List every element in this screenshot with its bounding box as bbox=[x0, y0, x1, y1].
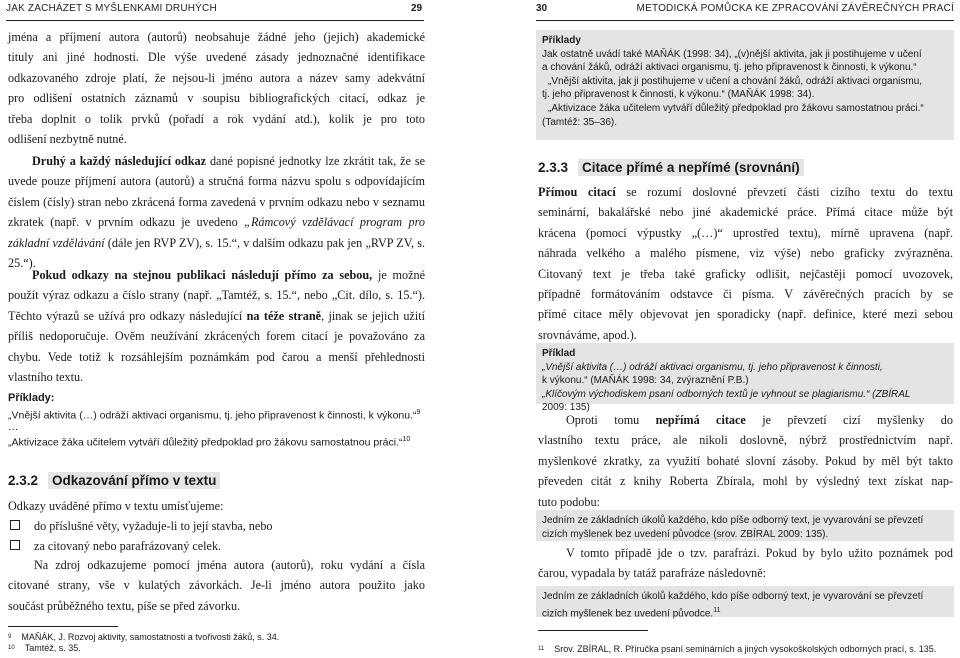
text-line: přímé citace měly objevovat jen sporadicky (např. definice, které mezi sebou bbox=[538, 307, 953, 322]
text-line: případně formátováním odstavce či písma. V závěrečných pracích by se bbox=[538, 287, 953, 302]
footnote-number: 10 bbox=[8, 645, 15, 651]
footnote-10 bbox=[8, 643, 81, 654]
text-line: tituly ani jiné hodnosti. Dle výše uvedené zásady jednoznačné identifikace bbox=[8, 50, 425, 65]
text-line bbox=[538, 410, 953, 430]
text-line: odkazovaného zdroje platí, že nejsou-li jméno autora a název samy adekvátní bbox=[8, 70, 425, 85]
text-run: dané popisné jednotky lze zkrátit tak, že se uvede pouze příjmení autora (autorů) a stručná forma názvu spolu s odpovídajícím číslem (čísly) stran nebo zkrácená forma zavedená v prvním odkazu nebo v seznamu zkratek (např. v prvním odkazu je uvedeno bbox=[8, 154, 426, 230]
box-line: „Aktivizace žáka učitelem vytváří důležitý předpoklad pro žákovu samostatnou práci.“ bbox=[548, 102, 924, 114]
box-title: Příklady bbox=[542, 35, 581, 46]
footnote-text: MAŇÁK, J. Rozvoj aktivity, samostatnosti a tvořivosti žáků, s. 34. bbox=[21, 632, 280, 642]
page-number-right: 30 bbox=[536, 3, 548, 14]
box-line: k výkonu.“ (MAŇÁK 1998: 34, zvýraznění P.B.) bbox=[542, 375, 749, 387]
example-quote-2 bbox=[8, 433, 410, 450]
text-line: tuto podobu: bbox=[538, 494, 600, 509]
box-line: „Vnější aktivita (…) odráží aktivaci organismu, tj. jeho připravenost k činnosti, bbox=[542, 361, 883, 373]
running-head-left: JAK ZACHÁZET S MYŠLENKAMI DRUHÝCH bbox=[6, 3, 217, 14]
footnote-rule bbox=[8, 626, 118, 627]
bold-phrase: Pokud odkazy na stejnou publikaci následují přímo za sebou, bbox=[32, 268, 373, 282]
text-line: čarou, vypadala by tatáž parafráze následovně: bbox=[538, 566, 767, 581]
paraphrase-box-2 bbox=[536, 586, 954, 617]
header-rule bbox=[6, 20, 424, 21]
paragraph-5 bbox=[8, 555, 425, 616]
ellipsis: … bbox=[8, 421, 19, 433]
heading-number: 2.3.3 bbox=[538, 160, 569, 175]
bullet-item bbox=[10, 536, 221, 556]
text-line bbox=[538, 182, 953, 202]
checkbox-bullet-icon bbox=[10, 520, 20, 530]
paragraph-3 bbox=[8, 265, 425, 387]
footnote-text: Tamtéž, s. 35. bbox=[24, 643, 81, 653]
footnote-11 bbox=[538, 644, 936, 655]
text-line: vlastního textu práce, ale nikoli doslovně, nýbrž prostřednictvím např. bbox=[538, 433, 953, 448]
text-run: je možné použít výraz odkazu a číslo strany (např. „Tamtéž, s. 15.“, nebo „Cit. dílo, s. 15.“). Těchto výrazů se užívá pro odkazy následující bbox=[8, 268, 425, 323]
footnote-rule bbox=[538, 630, 648, 631]
text-line: seminární, bakalářské nebo jiné akademické práce. Přímá citace může být bbox=[538, 205, 953, 220]
footnote-ref: 9 bbox=[416, 409, 421, 416]
running-head-right: METODICKÁ POMŮCKA KE ZPRACOVÁNÍ ZÁVĚREČNÝCH PRACÍ bbox=[636, 3, 954, 14]
paraphrase-box-1 bbox=[536, 510, 954, 541]
box-line: Jak ostatně uvádí také MAŇÁK (1998: 34), „(v)nější aktivita, jak ji postihujeme v učení bbox=[542, 48, 922, 60]
paragraph-4: Odkazy uváděné přímo v textu umísťujeme: bbox=[8, 499, 224, 513]
checkbox-bullet-icon bbox=[10, 540, 20, 550]
box-line: a chování žáků, odráží aktivaci organismu, tj. jeho připravenost k činnosti, k výkonu.“ bbox=[542, 62, 917, 74]
footnote-ref: 11 bbox=[713, 606, 721, 614]
box-line bbox=[542, 604, 948, 621]
bullet-text: do příslušné věty, vyžaduje-li to její stavba, nebo bbox=[34, 519, 273, 533]
text-line: součást průběžného textu, píše se před závorku. bbox=[8, 598, 241, 613]
box-line: (Tamtéž: 35–36). bbox=[542, 116, 618, 128]
footnote-text: Srov. ZBÍRAL, R. Příručka psaní seminárních a jiných vysokoškolských odborných prací, s. 135. bbox=[554, 644, 937, 654]
example-box-1 bbox=[536, 30, 954, 140]
box-line: tj. jeho připravenost k činnosti, k výkonu.“ (MAŇÁK 1998: 34). bbox=[542, 89, 815, 101]
text-run: je převzetí cizí myšlenky do bbox=[745, 413, 953, 427]
box-text: cizích myšlenek bez uvedení původce. bbox=[542, 607, 714, 619]
box-line: 2009: 135) bbox=[542, 402, 590, 414]
right-page bbox=[480, 0, 960, 658]
section-heading-2-3-3 bbox=[538, 160, 804, 175]
text-run: (dále jen RVP ZV), s. 15.“, v dalším odkazu pak jen „RVP ZV, s. 25.“). bbox=[8, 235, 426, 271]
example-text: „Vnější aktivita (…) odráží aktivaci organismu, tj. jeho připravenost k činnosti, k výkonu.“ bbox=[8, 409, 417, 422]
box-line: Jedním ze základních úkolů každého, kdo píše odborný text, je vyvarování se převzetí bbox=[542, 591, 924, 602]
heading-title: Citace přímé a nepřímé (srovnání) bbox=[578, 159, 804, 176]
text-line: V tomto případě jde o tzv. parafrázi. Pokud by bylo užito poznámek pod bbox=[566, 546, 953, 560]
text-line: pro odlišení ostatních záznamů v soupisu bibliografických citací, odkaz je bbox=[8, 91, 425, 106]
example-text: „Aktivizace žáka učitelem vytváří důležitý předpoklad pro žákovu samostatnou práci.“ bbox=[8, 436, 403, 449]
paragraph-paraphrase bbox=[538, 543, 953, 584]
text-line: krácena (pomocí výpustky „(…)“ uprostřed textu), mírně upravena (např. bbox=[538, 225, 953, 240]
italic-phrase: „Rámcový vzdělávací program pro základní vzdělávání bbox=[8, 215, 426, 250]
bullet-item bbox=[10, 516, 273, 536]
text-line: náhrada velkého a malého písmene, viz výše) nebo graficky zvýrazněna. bbox=[538, 246, 953, 261]
box-line: „Vnější aktivita, jak ji postihujeme v učení a chování žáků, odráží aktivaci organismu, bbox=[548, 75, 923, 87]
box-line: cizích myšlenek bez uvedení původce (srov. ZBÍRAL 2009: 135). bbox=[542, 528, 829, 540]
heading-title: Odkazování přímo v textu bbox=[48, 472, 220, 489]
text-line: Na zdroj odkazujeme pomocí jména autora (autorů), roku vydání a čísla bbox=[34, 558, 425, 572]
box-line: „Klíčovým východiskem psaní odborných textů je vyhnout se plagiarismu.“ (ZBÍRAL bbox=[542, 388, 911, 400]
text-run: , jinak se jejich užití příliš nedoporučuje. Ověm neužívání zkrácených forem citací je považováno za chybu. Vede totiž k rozsáhlejším poznámkám pod čarou a menší přehlednosti vlastního textu. bbox=[8, 308, 425, 385]
text-line: citované strany, vše v kulatých závorkách. Je-li jméno autora použito jako bbox=[8, 578, 425, 593]
text-run: Oproti tomu bbox=[566, 413, 656, 427]
text-line: srovnáváme, apod.). bbox=[538, 327, 637, 342]
text-line: myšlenkové zkratky, za využití bohaté slovní zásoby. Pokud by měl být takto bbox=[538, 453, 953, 468]
text-line: Citovaný text je třeba také graficky odlišit, nejčastěji pomocí uvozovek, bbox=[538, 266, 953, 281]
example-box-2 bbox=[536, 343, 954, 414]
box-line: Jedním ze základních úkolů každého, kdo píše odborný text, je vyvarování se převzetí bbox=[542, 515, 924, 526]
bold-phrase: Druhý a každý následující odkaz bbox=[32, 154, 207, 168]
paragraph-2 bbox=[8, 151, 425, 273]
text-run: se rozumí doslovné převzetí části cizího textu do textu bbox=[615, 185, 953, 199]
text-line: odlišení nezbytně nutné. bbox=[8, 132, 127, 147]
paragraph-1 bbox=[8, 27, 425, 149]
section-heading-2-3-2 bbox=[8, 473, 220, 488]
footnote-ref: 10 bbox=[402, 436, 411, 443]
paragraph-direct-citation bbox=[538, 182, 953, 345]
header-rule bbox=[536, 20, 954, 21]
heading-number: 2.3.2 bbox=[8, 473, 39, 488]
page-number-left: 29 bbox=[411, 3, 423, 14]
bold-phrase: na téže straně bbox=[246, 308, 322, 323]
bold-phrase: Přímou citací bbox=[538, 185, 616, 199]
examples-label: Příklady: bbox=[8, 392, 55, 404]
footnote-number: 9 bbox=[8, 634, 12, 640]
text-line: převeden citát z knihy Roberta Zbírala, mohl by výsledný text získat nap- bbox=[538, 474, 953, 489]
footnote-9 bbox=[8, 632, 279, 643]
text-line: jména a příjmení autora (autorů) neobsahuje žádné jeho (jejich) akademické bbox=[8, 30, 425, 44]
footnote-number: 11 bbox=[538, 646, 545, 652]
text-line: třeba doplnit o tolik prvků (pořadí a rok vydání atd.), kolik je pro toto bbox=[8, 111, 425, 126]
box-title: Příklad bbox=[542, 348, 576, 359]
bold-phrase: nepřímá citace bbox=[655, 413, 746, 427]
paragraph-indirect-citation bbox=[538, 410, 953, 512]
example-quote-1 bbox=[8, 406, 420, 423]
bullet-text: za citovaný nebo parafrázovaný celek. bbox=[34, 539, 222, 553]
